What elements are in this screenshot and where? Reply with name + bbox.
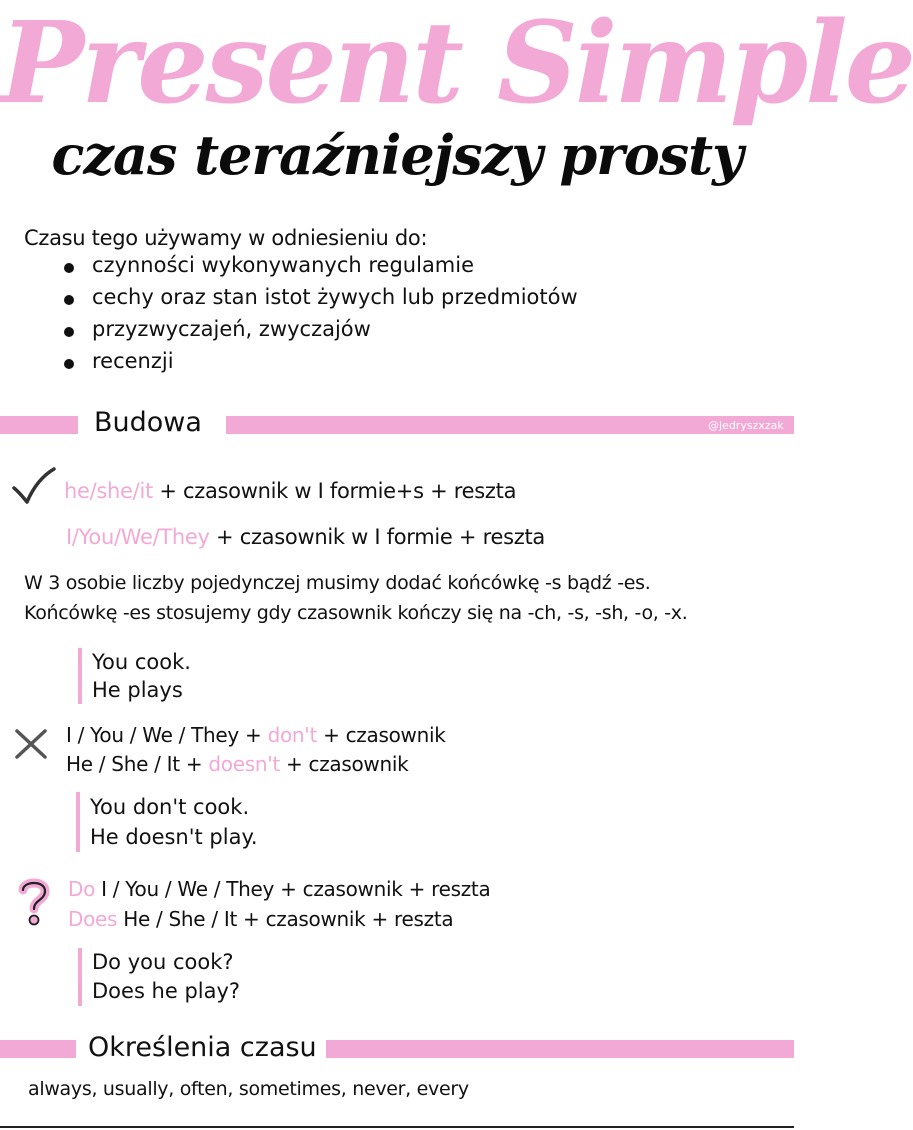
example-line: He plays: [92, 678, 183, 702]
question-formula-1: I / You / We / They + czasownik + reszta: [101, 877, 491, 901]
subject-singular: He / She / It: [66, 752, 180, 776]
question-examples: [78, 948, 240, 1006]
aux-does: Does: [68, 907, 118, 931]
subject-i-you-we-they: I/You/We/They: [66, 525, 210, 549]
aux-dont: don't: [267, 723, 318, 747]
negative-formula-2: + czasownik: [286, 752, 409, 776]
question-icon: [16, 876, 52, 926]
section-bar-right: [326, 1040, 794, 1058]
aux-doesnt: doesn't: [208, 752, 280, 776]
note-line-1: W 3 osobie liczby pojedynczej musimy dodać końcówkę -s bądź -es.: [24, 572, 651, 594]
note-line-2: Końcówkę -es stosujemy gdy czasownik kończy się na -ch, -s, -sh, -o, -x.: [24, 602, 688, 624]
plus-sign: +: [185, 752, 203, 776]
list-item: przyzwyczajeń, zwyczajów: [62, 319, 578, 351]
negative-line-1: [66, 725, 446, 745]
cross-icon: [12, 726, 50, 762]
list-item: cechy oraz stan istot żywych lub przedmiotów: [62, 287, 578, 319]
question-formula-2: He / She / It + czasownik + reszta: [123, 907, 454, 931]
page-title: Present Simple: [0, 0, 913, 129]
example-line: Do you cook?: [92, 950, 234, 974]
example-line: You cook.: [92, 650, 191, 674]
positive-examples: [78, 648, 191, 704]
time-expressions: always, usually, often, sometimes, never, every: [28, 1078, 469, 1100]
page-subtitle: czas teraźniejszy prosty: [51, 123, 743, 187]
list-item: czynności wykonywanych regulamie: [62, 255, 578, 287]
positive-line-2: [66, 527, 545, 548]
negative-line-2: [66, 754, 408, 774]
plus-sign: +: [245, 723, 262, 747]
check-icon: [10, 466, 56, 506]
aux-do: Do: [68, 877, 96, 901]
list-item: recenzji: [62, 351, 578, 383]
watermark: @jedryszxzak: [708, 419, 784, 432]
intro-text: Czasu tego używamy w odniesieniu do:: [24, 226, 428, 250]
positive-formula-1: + czasownik w I formie+s + reszta: [159, 479, 517, 503]
bottom-divider: [0, 1126, 794, 1128]
negative-examples: [76, 792, 258, 852]
example-line: Does he play?: [92, 979, 241, 1003]
section-bar-left: [0, 1040, 76, 1058]
example-line: He doesn't play.: [90, 825, 258, 849]
uses-list: [62, 255, 578, 383]
section-heading-time: Określenia czasu: [88, 1032, 317, 1063]
positive-line-1: [64, 481, 516, 502]
section-heading-budowa: Budowa: [94, 407, 202, 438]
example-line: You don't cook.: [90, 795, 250, 819]
subject-he-she-it: he/she/it: [64, 479, 153, 503]
question-line-2: [68, 909, 453, 929]
section-bar-left: [0, 416, 78, 434]
subject-plural: I / You / We / They: [66, 723, 239, 747]
question-line-1: [68, 879, 490, 899]
positive-formula-2: + czasownik w I formie + reszta: [216, 525, 545, 549]
negative-formula-1: + czasownik: [323, 723, 446, 747]
